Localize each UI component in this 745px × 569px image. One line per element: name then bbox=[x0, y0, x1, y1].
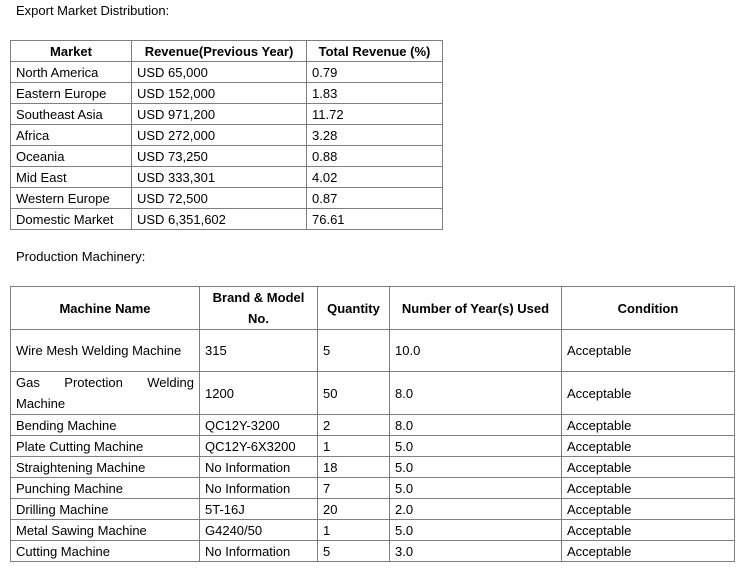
machine-name-cell: Bending Machine bbox=[11, 415, 200, 436]
brand-model-cell: QC12Y-3200 bbox=[200, 415, 318, 436]
years-used-cell: 8.0 bbox=[390, 372, 562, 415]
quantity-cell: 7 bbox=[318, 478, 390, 499]
machine-name-cell: Metal Sawing Machine bbox=[11, 520, 200, 541]
column-header-quantity: Quantity bbox=[318, 287, 390, 330]
machine-name-cell: Cutting Machine bbox=[11, 541, 200, 562]
condition-cell: Acceptable bbox=[562, 436, 735, 457]
condition-cell: Acceptable bbox=[562, 520, 735, 541]
condition-cell: Acceptable bbox=[562, 330, 735, 372]
machine-name-cell: Straightening Machine bbox=[11, 457, 200, 478]
condition-cell: Acceptable bbox=[562, 478, 735, 499]
brand-model-cell: 315 bbox=[200, 330, 318, 372]
column-header-brand-model: Brand & Model No. bbox=[200, 287, 318, 330]
table-row bbox=[11, 104, 443, 125]
market-cell: Eastern Europe bbox=[11, 83, 132, 104]
condition-cell: Acceptable bbox=[562, 541, 735, 562]
revenue-cell: USD 6,351,602 bbox=[132, 209, 307, 230]
table-header-row bbox=[11, 287, 735, 330]
brand-model-cell: 1200 bbox=[200, 372, 318, 415]
total-revenue-cell: 0.79 bbox=[307, 62, 443, 83]
brand-model-cell: No Information bbox=[200, 478, 318, 499]
condition-cell: Acceptable bbox=[562, 415, 735, 436]
quantity-cell: 5 bbox=[318, 541, 390, 562]
total-revenue-cell: 11.72 bbox=[307, 104, 443, 125]
table-row bbox=[11, 372, 735, 415]
market-cell: Western Europe bbox=[11, 188, 132, 209]
quantity-cell: 18 bbox=[318, 457, 390, 478]
market-cell: Mid East bbox=[11, 167, 132, 188]
table-row bbox=[11, 146, 443, 167]
machine-name-cell: Wire Mesh Welding Machine bbox=[11, 330, 200, 372]
quantity-cell: 1 bbox=[318, 436, 390, 457]
years-used-cell: 8.0 bbox=[390, 415, 562, 436]
table-row bbox=[11, 167, 443, 188]
quantity-cell: 20 bbox=[318, 499, 390, 520]
brand-model-cell: QC12Y-6X3200 bbox=[200, 436, 318, 457]
market-cell: Oceania bbox=[11, 146, 132, 167]
table-row bbox=[11, 436, 735, 457]
table-row bbox=[11, 83, 443, 104]
condition-cell: Acceptable bbox=[562, 457, 735, 478]
condition-cell: Acceptable bbox=[562, 499, 735, 520]
quantity-cell: 2 bbox=[318, 415, 390, 436]
table-header-row bbox=[11, 41, 443, 62]
total-revenue-cell: 4.02 bbox=[307, 167, 443, 188]
years-used-cell: 5.0 bbox=[390, 457, 562, 478]
brand-model-cell: G4240/50 bbox=[200, 520, 318, 541]
revenue-cell: USD 152,000 bbox=[132, 83, 307, 104]
years-used-cell: 5.0 bbox=[390, 436, 562, 457]
quantity-cell: 5 bbox=[318, 330, 390, 372]
revenue-cell: USD 272,000 bbox=[132, 125, 307, 146]
total-revenue-cell: 76.61 bbox=[307, 209, 443, 230]
machine-name-cell: Drilling Machine bbox=[11, 499, 200, 520]
market-cell: North America bbox=[11, 62, 132, 83]
table-row bbox=[11, 125, 443, 146]
production-machinery-heading: Production Machinery: bbox=[16, 249, 146, 264]
years-used-cell: 2.0 bbox=[390, 499, 562, 520]
years-used-cell: 5.0 bbox=[390, 478, 562, 499]
revenue-cell: USD 73,250 bbox=[132, 146, 307, 167]
total-revenue-cell: 3.28 bbox=[307, 125, 443, 146]
revenue-cell: USD 65,000 bbox=[132, 62, 307, 83]
brand-model-cell: No Information bbox=[200, 541, 318, 562]
quantity-cell: 1 bbox=[318, 520, 390, 541]
table-row bbox=[11, 415, 735, 436]
quantity-cell: 50 bbox=[318, 372, 390, 415]
table-row bbox=[11, 209, 443, 230]
market-cell: Southeast Asia bbox=[11, 104, 132, 125]
years-used-cell: 5.0 bbox=[390, 520, 562, 541]
table-row bbox=[11, 457, 735, 478]
table-row bbox=[11, 520, 735, 541]
total-revenue-cell: 0.88 bbox=[307, 146, 443, 167]
column-header-condition: Condition bbox=[562, 287, 735, 330]
column-header-machine-name: Machine Name bbox=[11, 287, 200, 330]
brand-model-cell: No Information bbox=[200, 457, 318, 478]
years-used-cell: 10.0 bbox=[390, 330, 562, 372]
total-revenue-cell: 0.87 bbox=[307, 188, 443, 209]
market-cell: Africa bbox=[11, 125, 132, 146]
export-market-heading: Export Market Distribution: bbox=[16, 3, 170, 18]
production-machinery-table bbox=[10, 286, 735, 562]
table-row bbox=[11, 188, 443, 209]
market-cell: Domestic Market bbox=[11, 209, 132, 230]
column-header-total-revenue: Total Revenue (%) bbox=[307, 41, 443, 62]
revenue-cell: USD 971,200 bbox=[132, 104, 307, 125]
table-row bbox=[11, 478, 735, 499]
export-market-table bbox=[10, 40, 443, 230]
years-used-cell: 3.0 bbox=[390, 541, 562, 562]
table-row bbox=[11, 499, 735, 520]
machine-name-cell: Gas Protection Welding Machine bbox=[11, 372, 200, 415]
revenue-cell: USD 72,500 bbox=[132, 188, 307, 209]
column-header-years-used: Number of Year(s) Used bbox=[390, 287, 562, 330]
table-row bbox=[11, 541, 735, 562]
revenue-cell: USD 333,301 bbox=[132, 167, 307, 188]
table-row bbox=[11, 62, 443, 83]
machine-name-cell: Plate Cutting Machine bbox=[11, 436, 200, 457]
brand-model-cell: 5T-16J bbox=[200, 499, 318, 520]
machine-name-cell: Punching Machine bbox=[11, 478, 200, 499]
table-row bbox=[11, 330, 735, 372]
total-revenue-cell: 1.83 bbox=[307, 83, 443, 104]
column-header-revenue: Revenue(Previous Year) bbox=[132, 41, 307, 62]
column-header-market: Market bbox=[11, 41, 132, 62]
condition-cell: Acceptable bbox=[562, 372, 735, 415]
